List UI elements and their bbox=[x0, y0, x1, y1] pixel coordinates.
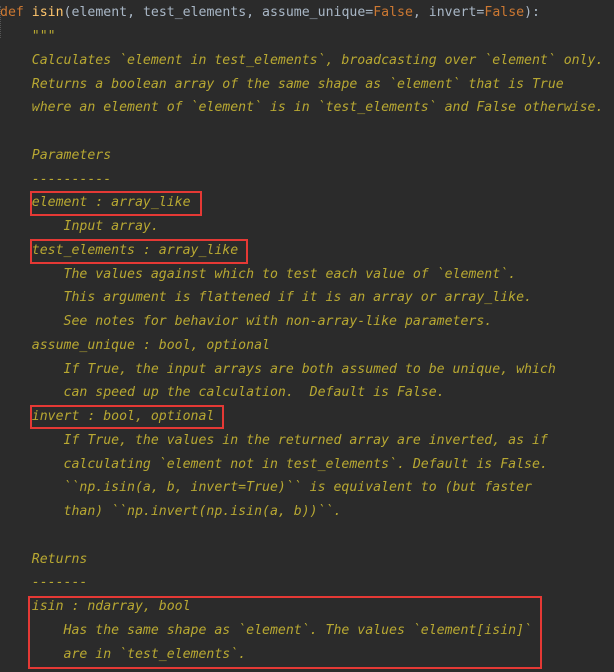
false-literal: False bbox=[484, 5, 525, 20]
docstring-text: ``np.isin(a, b, invert=True)`` is equivalent to (but faster bbox=[0, 480, 532, 496]
docstring-line-returns-underline bbox=[0, 571, 87, 595]
docstring-text: If True, the values in the returned array are inverted, as if bbox=[0, 432, 548, 448]
highlight-param-element bbox=[30, 191, 202, 216]
false-literal: False bbox=[373, 5, 413, 20]
docstring-line-summary-1 bbox=[0, 49, 603, 73]
docstring-text: are in `test_elements`. bbox=[0, 646, 247, 662]
docstring-text: assume_unique : bool, optional bbox=[0, 337, 270, 353]
function-name: isin bbox=[31, 5, 64, 20]
docstring-text: Calculates `element in test_elements`, broadcasting over `element` only. bbox=[0, 52, 604, 68]
docstring-text: test_elements : array_like bbox=[0, 242, 239, 258]
highlight-param-invert bbox=[30, 405, 224, 429]
docstring-line-param-assume-unique bbox=[0, 334, 270, 358]
docstring-line-param-invert-desc-4 bbox=[0, 500, 341, 524]
docstring-line-doc-open bbox=[0, 25, 56, 49]
highlight-param-test-elements bbox=[30, 239, 248, 264]
docstring-text: Returns a boolean array of the same shape as `element` that is True bbox=[0, 76, 564, 92]
docstring-line-param-assume-unique-desc-1 bbox=[0, 358, 556, 382]
docstring-line-params-underline bbox=[0, 168, 111, 192]
docstring-line-param-invert-desc-3 bbox=[0, 476, 532, 500]
docstring-line-param-test-elements-desc-1 bbox=[0, 263, 516, 287]
docstring-text: ---------- bbox=[0, 171, 112, 187]
docstring-text: See notes for behavior with non-array-like parameters. bbox=[0, 314, 493, 329]
docstring-text: """ bbox=[0, 29, 56, 44]
docstring-text: Has the same shape as `element`. The values `element[isin]` bbox=[0, 622, 532, 638]
docstring-text: Input array. bbox=[0, 219, 159, 234]
highlight-returns bbox=[28, 596, 542, 669]
docstring-text: can speed up the calculation. Default is False. bbox=[0, 385, 445, 401]
docstring-text: element : array_like bbox=[0, 195, 191, 211]
docstring-line-returns-header bbox=[0, 548, 87, 572]
docstring-text: than) ``np.invert(np.isin(a, b))``. bbox=[0, 504, 342, 519]
docstring-text: Returns bbox=[0, 551, 88, 567]
docstring-line-param-element-desc bbox=[0, 215, 159, 239]
docstring-text: This argument is flattened if it is an array or array_like. bbox=[0, 290, 532, 306]
docstring-line-summary-2 bbox=[0, 73, 564, 97]
docstring-text: calculating `element not in test_elements`. Default is False. bbox=[0, 456, 548, 472]
docstring-line-param-invert-desc-2 bbox=[0, 453, 548, 477]
def-keyword: def bbox=[0, 5, 24, 20]
docstring-line-param-test-elements-desc-2 bbox=[0, 286, 532, 310]
docstring-text: ------- bbox=[0, 575, 88, 591]
docstring-text: isin : ndarray, bool bbox=[0, 599, 191, 614]
docstring-line-param-test-elements-desc-3 bbox=[0, 310, 492, 334]
function-params: element, test_elements, assume_unique= bbox=[71, 5, 374, 20]
docstring-text: where an element of `element` is in `test_elements` and False otherwise. bbox=[0, 100, 604, 116]
docstring-line-param-invert-desc-1 bbox=[0, 429, 548, 453]
docstring-line-param-assume-unique-desc-2 bbox=[0, 381, 445, 405]
docstring-text: If True, the input arrays are both assumed to be unique, which bbox=[0, 361, 556, 377]
function-signature: def isin(element, test_elements, assume_unique=False, invert=False): bbox=[0, 5, 540, 20]
docstring-line-params-header bbox=[0, 144, 111, 168]
docstring-text: invert : bool, optional bbox=[0, 409, 215, 424]
docstring-line-summary-3 bbox=[0, 96, 603, 120]
docstring-text: Parameters bbox=[0, 147, 112, 163]
docstring-text: The values against which to test each value of `element`. bbox=[0, 266, 517, 282]
